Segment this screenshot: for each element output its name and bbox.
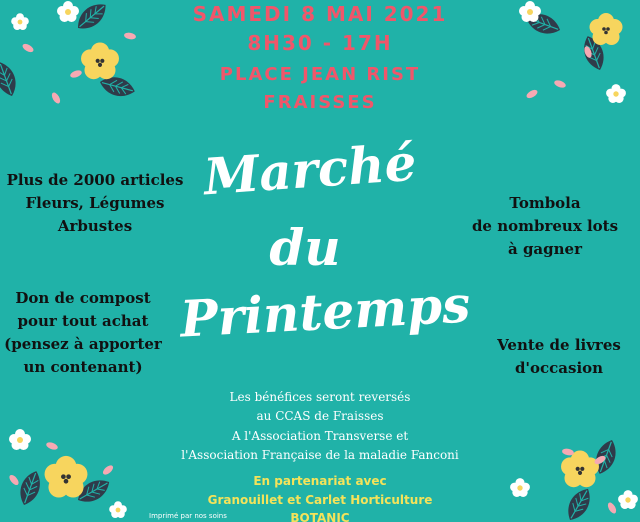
title-du: du: [269, 218, 341, 277]
text-line: Vente de livres: [497, 336, 621, 354]
benefits-line: A l'Association Transverse et: [231, 429, 409, 443]
benefits-line: l'Association Française de la maladie Fanconi: [181, 448, 459, 462]
text-line: un contenant): [23, 358, 143, 376]
text-line: Plus de 2000 articles: [6, 171, 184, 189]
text-line: Don de compost: [15, 289, 151, 307]
left-block-articles: [6, 169, 184, 238]
partner-line: BOTANIC: [290, 511, 350, 522]
text-line: pour tout achat: [17, 312, 149, 330]
text-line: à gagner: [508, 240, 582, 258]
left-block-compost: [0, 287, 166, 379]
event-town: FRAISSES: [263, 92, 377, 113]
text-line: Fleurs, Légumes: [25, 194, 165, 212]
partner-line: En partenariat avec: [253, 474, 387, 488]
text-line: Tombola: [509, 194, 581, 212]
text-line: d'occasion: [514, 359, 604, 377]
title-marche: Marché: [201, 132, 419, 207]
right-block-books: [482, 334, 636, 380]
event-place: PLACE JEAN RIST: [219, 64, 421, 85]
title-printemps: Printemps: [178, 274, 472, 349]
benefits-line: Les bénéfices seront reversés: [229, 390, 411, 404]
partner-line: Granouillet et Carlet Horticulture: [207, 493, 433, 507]
text-line: Arbustes: [57, 217, 133, 235]
event-hours: 8H30 - 17H: [247, 31, 393, 55]
printer-note: Imprimé par nos soins: [149, 512, 227, 520]
benefits-line: au CCAS de Fraisses: [256, 409, 384, 423]
text-line: (pensez à apporter: [4, 335, 162, 353]
event-date: SAMEDI 8 MAI 2021: [192, 2, 448, 26]
right-block-tombola: [466, 192, 624, 261]
text-line: de nombreux lots: [471, 217, 619, 235]
